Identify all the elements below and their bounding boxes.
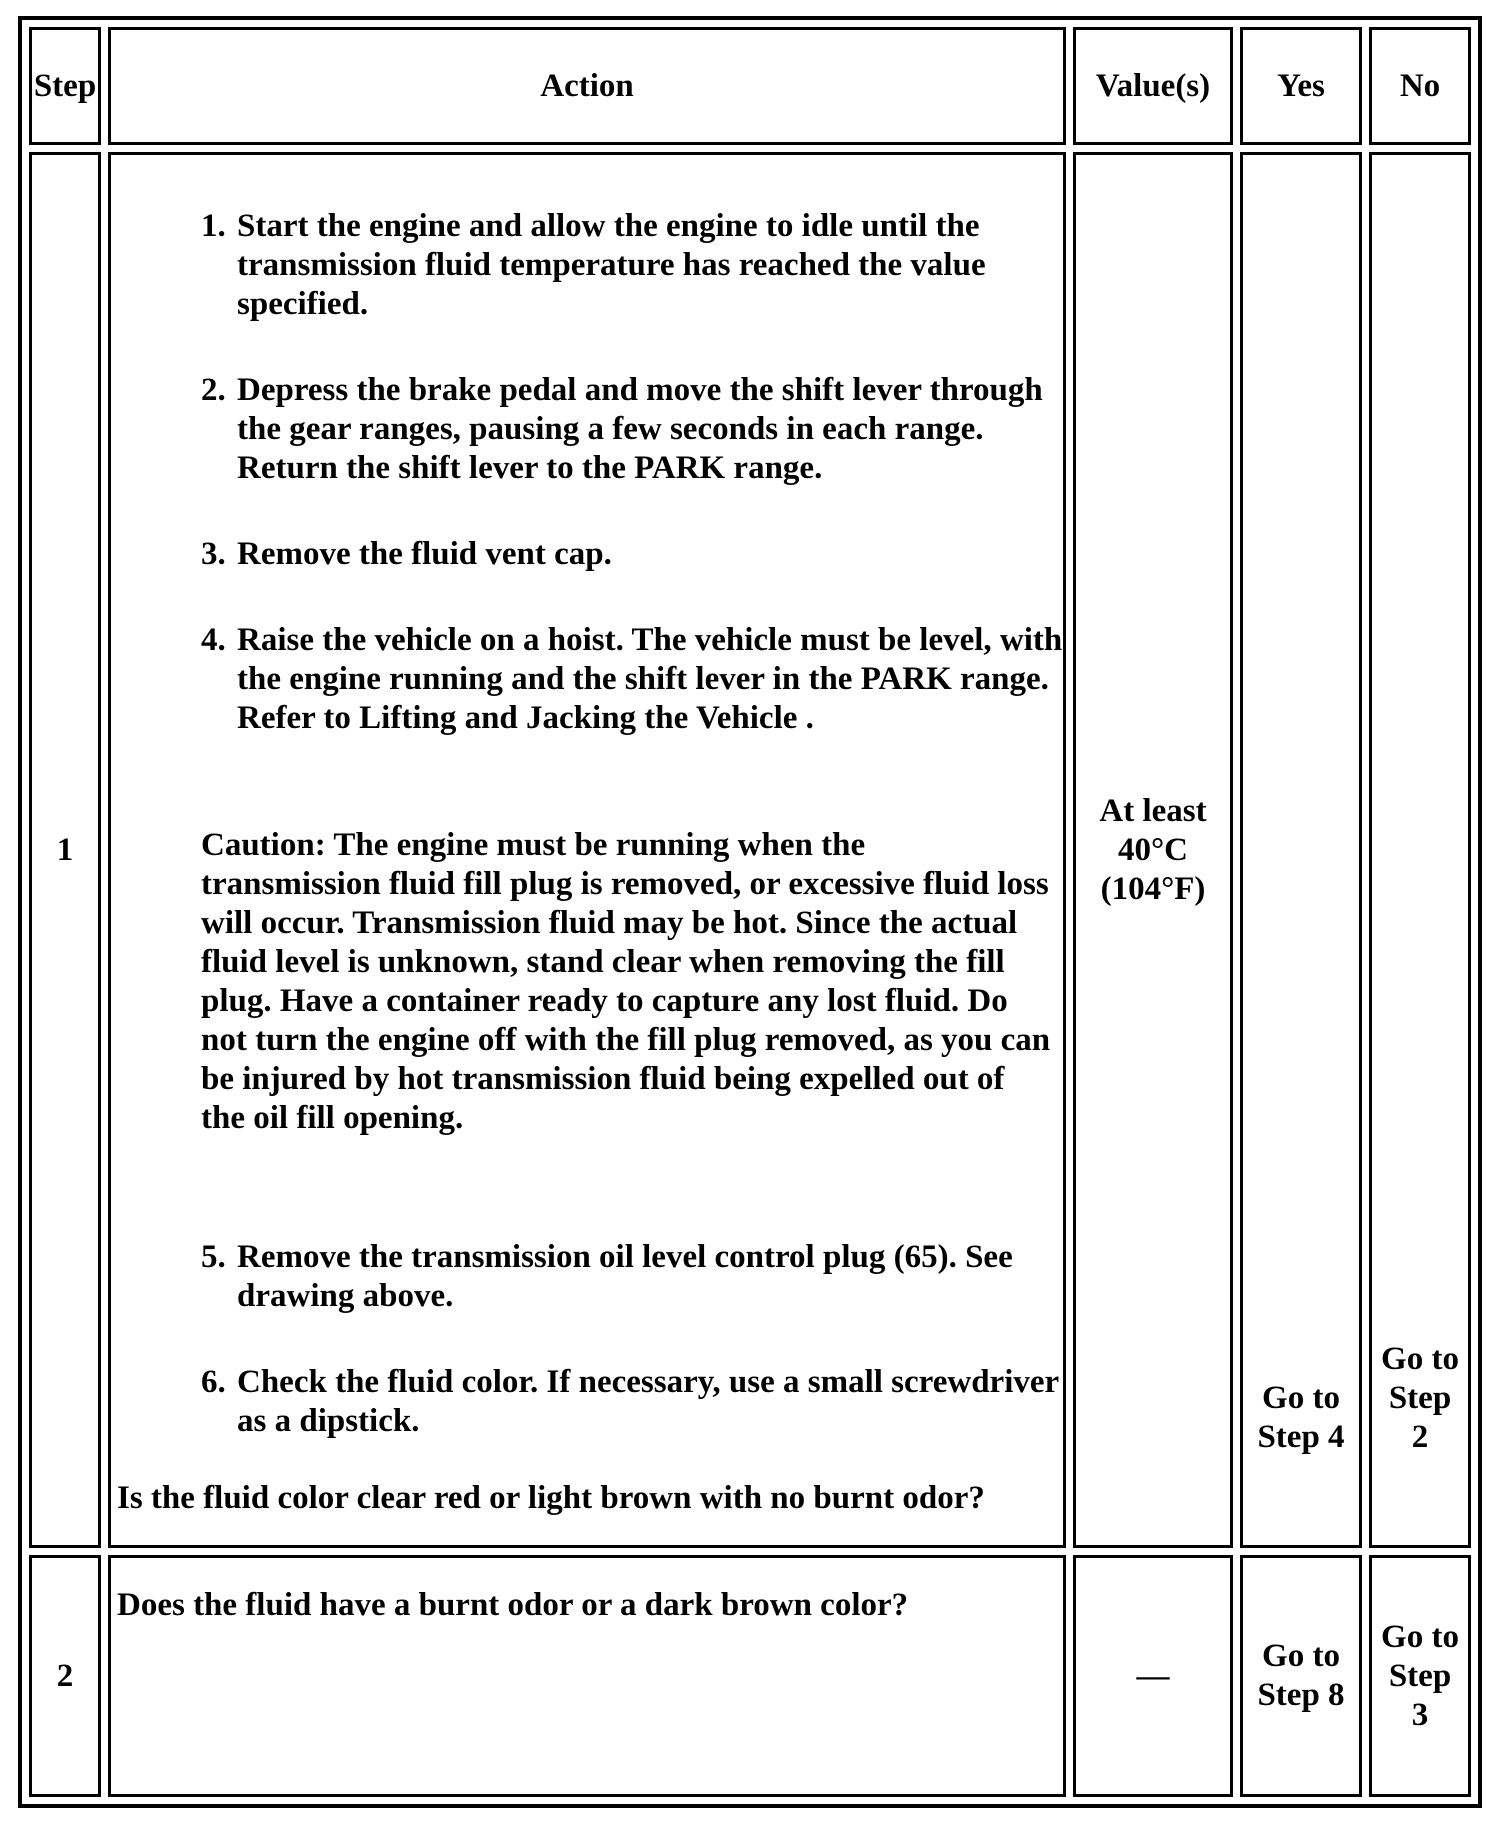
header-action: Action	[108, 27, 1066, 145]
list-item-text: Start the engine and allow the engine to idle until the transmission fluid temperature has reached the value specified.	[237, 208, 986, 322]
list-item	[201, 1238, 1063, 1316]
no-cell	[1369, 152, 1471, 1548]
list-item	[201, 371, 1063, 488]
question-text: Does the fluid have a burnt odor or a dark brown color?	[117, 1587, 909, 1623]
table-row	[29, 1555, 1471, 1797]
no-cell	[1369, 1555, 1471, 1797]
yes-line: Step 4	[1257, 1419, 1345, 1455]
no-line: Step	[1388, 1657, 1452, 1694]
header-row	[29, 27, 1471, 145]
no-line: 3	[1411, 1696, 1429, 1733]
no-line: Step	[1388, 1380, 1452, 1416]
yes-line: Go to	[1262, 1380, 1340, 1416]
list-item-text: Raise the vehicle on a hoist. The vehicle must be level, with the engine running and the shift lever in the PARK range. Refer to Lifting and Jacking the Vehicle .	[237, 622, 1063, 736]
list-item-text: Depress the brake pedal and move the shift lever through the gear ranges, pausing a few seconds in each range. Return the shift lever to the PARK range.	[237, 372, 1043, 486]
no-line: Go to	[1381, 1618, 1459, 1655]
step-number: 1	[29, 152, 101, 1548]
yes-line: Step 8	[1257, 1677, 1345, 1713]
yes-cell	[1240, 1555, 1362, 1797]
list-item	[201, 621, 1063, 738]
list-item	[201, 535, 1063, 574]
table-row	[29, 152, 1471, 1548]
list-item-number: 3.	[201, 536, 226, 572]
list-item	[201, 1363, 1063, 1441]
list-item-number: 2.	[201, 372, 226, 408]
list-item-text: Remove the fluid vent cap.	[237, 536, 612, 572]
list-item-number: 6.	[201, 1364, 226, 1400]
value-line: At least	[1099, 792, 1207, 829]
no-line: 2	[1411, 1419, 1429, 1455]
header-no: No	[1369, 27, 1471, 145]
header-values: Value(s)	[1073, 27, 1233, 145]
yes-cell	[1240, 152, 1362, 1548]
value-cell: —	[1073, 1555, 1233, 1797]
header-yes: Yes	[1240, 27, 1362, 145]
list-item-number: 5.	[201, 1239, 226, 1275]
yes-line: Go to	[1262, 1638, 1340, 1674]
list-item-number: 1.	[201, 208, 226, 244]
action-cell	[108, 1555, 1066, 1797]
list-item-text: Remove the transmission oil level control plug (65). See drawing above.	[237, 1239, 1013, 1314]
list-item-number: 4.	[201, 622, 226, 658]
caution-text: Caution: The engine must be running when the transmission fluid fill plug is removed, or excessive fluid loss will occur. Transmission fluid may be hot. Since the actual fluid level is unknown, stand clear when removing the fill plug. Have a container ready to capture any lost fluid. Do not turn the engine off with the fill plug removed, as you can be injured by hot transmission fluid being expelled out of the oil fill opening.	[201, 827, 1051, 1136]
question-text: Is the fluid color clear red or light brown with no burnt odor?	[117, 1480, 985, 1516]
value-line: (104°F)	[1100, 870, 1206, 907]
header-step: Step	[29, 27, 101, 145]
list-item-text: Check the fluid color. If necessary, use a small screwdriver as a dipstick.	[237, 1364, 1059, 1439]
step-number: 2	[29, 1555, 101, 1797]
list-item	[201, 207, 1063, 324]
action-cell	[108, 152, 1066, 1548]
no-line: Go to	[1381, 1341, 1459, 1377]
diagnostic-table	[18, 16, 1482, 1808]
value-line: 40°C	[1117, 831, 1189, 868]
value-cell	[1073, 152, 1233, 1548]
